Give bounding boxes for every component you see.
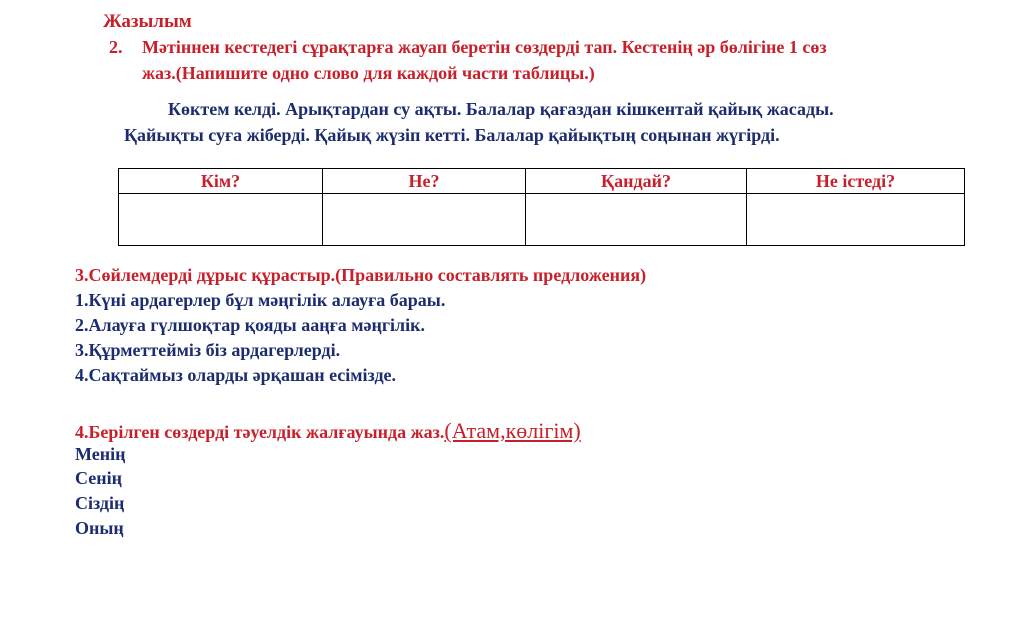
table-answer-row — [119, 194, 965, 246]
table-header-cell: Қандай? — [526, 169, 747, 194]
task3-sentence: 4.Сақтаймыз оларды әрқашан есімізде. — [75, 365, 397, 385]
answer-table — [118, 168, 965, 246]
answer-cell[interactable] — [526, 194, 747, 246]
task2-instruction-line2: жаз.(Напишите одно слово для каждой части таблицы.) — [142, 63, 595, 83]
answer-cell[interactable] — [747, 194, 965, 246]
table-header-cell: Не? — [323, 169, 526, 194]
table-header-cell: Кім? — [119, 169, 323, 194]
task2-instruction-line1: Мәтіннен кестедегі сұрақтарға жауап беретін сөздерді тап. Кестенің әр бөлігіне 1 сөз — [142, 37, 827, 57]
task4-words: (Атам,көлігім) — [444, 418, 581, 443]
task4-title — [75, 418, 581, 444]
task4-pronoun: Сенің — [75, 468, 122, 488]
task4-pronoun: Менің — [75, 444, 126, 464]
task4-pronoun: Сіздің — [75, 493, 125, 513]
table-header-cell: Не істеді? — [747, 169, 965, 194]
task3-sentence: 2.Алауға гүлшоқтар қояды ааңға мәңгілік. — [75, 315, 426, 335]
answer-cell[interactable] — [119, 194, 323, 246]
reading-text-line1: Көктем келді. Арықтардан су ақты. Балалар қағаздан кішкентай қайық жасады. — [168, 99, 834, 119]
answer-cell[interactable] — [323, 194, 526, 246]
reading-text-line2: Қайықты суға жіберді. Қайық жүзіп кетті. Балалар қайықтың соңынан жүгірді. — [124, 125, 780, 145]
table-header-row — [119, 169, 965, 194]
task4-instruction: 4.Берілген сөздерді тәуелдік жалғауында жаз. — [75, 422, 445, 442]
section-heading: Жазылым — [103, 11, 192, 32]
task3-title: 3.Сөйлемдерді дұрыс құрастыр.(Правильно составлять предложения) — [75, 265, 647, 285]
task2-number: 2. — [109, 37, 123, 57]
task4-pronoun: Оның — [75, 518, 124, 538]
task3-sentence: 3.Құрметтейміз біз ардагерлерді. — [75, 340, 341, 360]
task3-sentence: 1.Күні ардагерлер бұл мәңгілік алауға бараы. — [75, 290, 446, 310]
